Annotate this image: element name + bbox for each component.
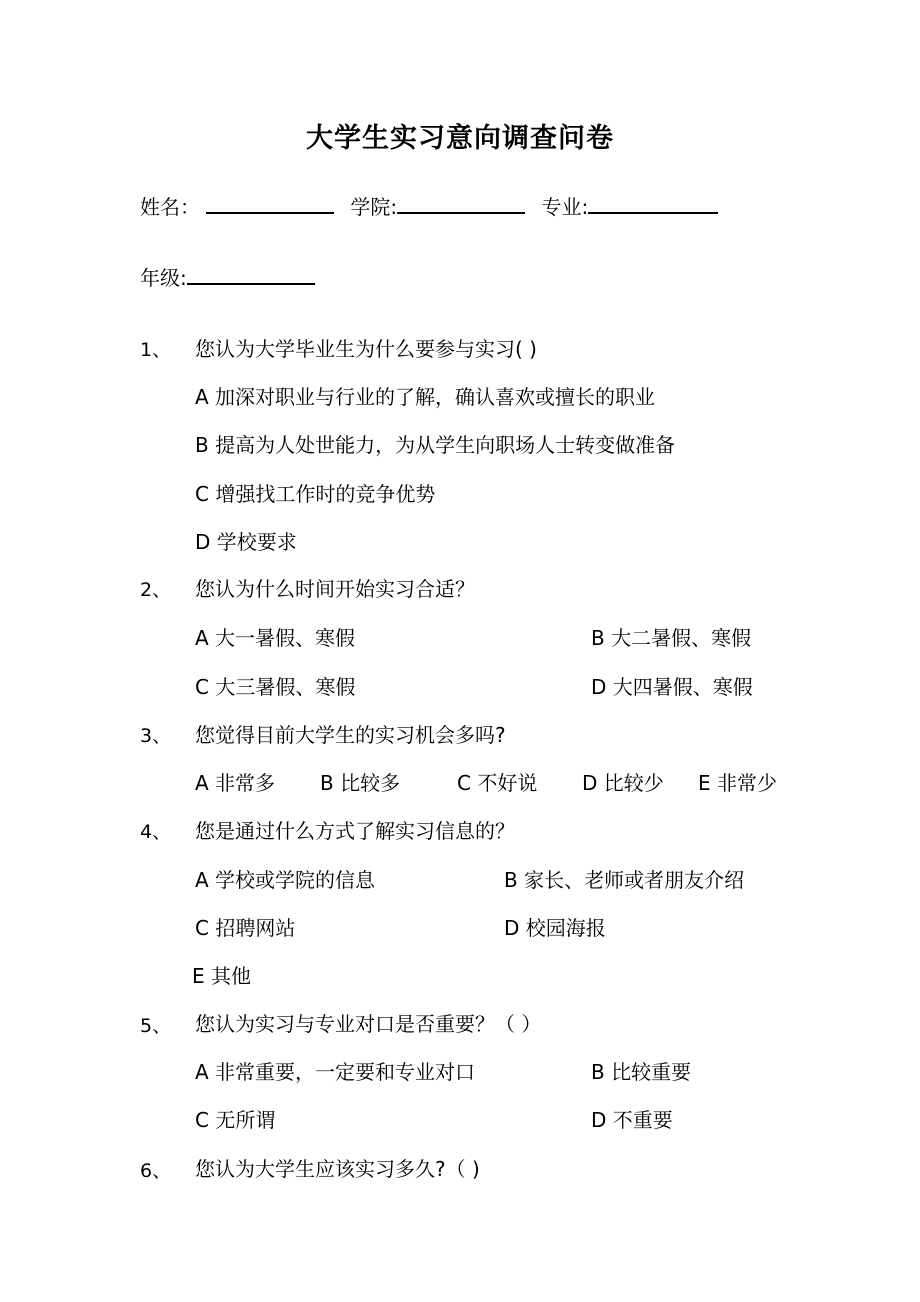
name-label: 姓名： bbox=[140, 195, 200, 219]
grade-label: 年级: bbox=[140, 266, 187, 290]
option-3b[interactable]: B 比较多 bbox=[320, 771, 401, 795]
option-1a[interactable]: A 加深对职业与行业的了解，确认喜欢或擅长的职业 bbox=[195, 385, 656, 409]
info-row bbox=[140, 192, 718, 221]
option-2c[interactable]: C 大三暑假、寒假 bbox=[195, 675, 356, 699]
option-1d[interactable]: D 学校要求 bbox=[195, 530, 297, 554]
option-2a[interactable]: A 大一暑假、寒假 bbox=[195, 626, 356, 650]
option-4c[interactable]: C 招聘网站 bbox=[195, 916, 296, 940]
question-number: 1、 bbox=[140, 339, 172, 361]
college-label: 学院: bbox=[350, 195, 398, 219]
option-5a[interactable]: A 非常重要，一定要和专业对口 bbox=[195, 1060, 476, 1084]
major-field[interactable] bbox=[588, 192, 718, 214]
question-number: 6、 bbox=[140, 1160, 172, 1182]
question-text: 您认为实习与专业对口是否重要？（ ） bbox=[195, 1012, 542, 1036]
question-number: 4、 bbox=[140, 821, 172, 843]
option-4a[interactable]: A 学校或学院的信息 bbox=[195, 868, 376, 892]
question-number: 3、 bbox=[140, 725, 172, 747]
question-number: 5、 bbox=[140, 1015, 172, 1037]
option-3d[interactable]: D 比较少 bbox=[582, 771, 664, 795]
option-2b[interactable]: B 大二暑假、寒假 bbox=[591, 626, 752, 650]
grade-field[interactable] bbox=[187, 263, 315, 285]
college-field[interactable] bbox=[397, 192, 525, 214]
option-4e[interactable]: E 其他 bbox=[192, 964, 251, 988]
major-label: 专业: bbox=[541, 195, 589, 219]
question-text: 您是通过什么方式了解实习信息的？ bbox=[195, 819, 515, 843]
option-3c[interactable]: C 不好说 bbox=[457, 771, 538, 795]
grade-row bbox=[140, 263, 315, 292]
option-1b[interactable]: B 提高为人处世能力，为从学生向职场人士转变做准备 bbox=[195, 433, 676, 457]
option-3e[interactable]: E 非常少 bbox=[698, 771, 777, 795]
option-4d[interactable]: D 校园海报 bbox=[504, 916, 606, 940]
question-text: 您觉得目前大学生的实习机会多吗? bbox=[195, 723, 506, 747]
option-5d[interactable]: D 不重要 bbox=[591, 1108, 673, 1132]
option-5b[interactable]: B 比较重要 bbox=[591, 1060, 692, 1084]
option-5c[interactable]: C 无所谓 bbox=[195, 1108, 276, 1132]
option-4b[interactable]: B 家长、老师或者朋友介绍 bbox=[504, 868, 745, 892]
question-number: 2、 bbox=[140, 579, 172, 601]
question-text: 您认为什么时间开始实习合适？ bbox=[195, 577, 475, 601]
option-2d[interactable]: D 大四暑假、寒假 bbox=[591, 675, 753, 699]
option-3a[interactable]: A 非常多 bbox=[195, 771, 276, 795]
page-title: 大学生实习意向调查问卷 bbox=[306, 123, 614, 154]
option-1c[interactable]: C 增强找工作时的竞争优势 bbox=[195, 482, 436, 506]
name-field[interactable] bbox=[206, 192, 334, 214]
question-text: 您认为大学生应该实习多久?（ ) bbox=[195, 1157, 480, 1181]
question-text: 您认为大学毕业生为什么要参与实习( ) bbox=[195, 337, 537, 361]
